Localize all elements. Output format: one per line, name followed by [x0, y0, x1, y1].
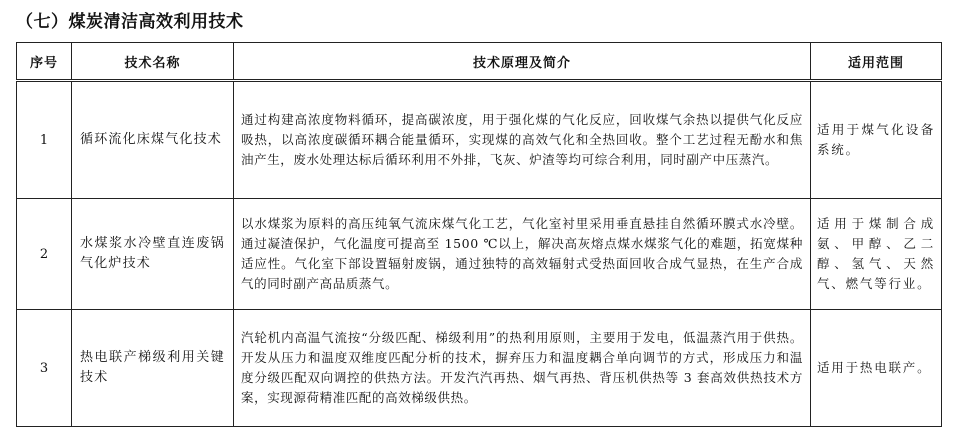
row-name: 循环流化床煤气化技术	[72, 81, 234, 199]
header-name: 技术名称	[72, 43, 234, 81]
row-desc: 汽轮机内高温气流按“分级匹配、梯级利用”的热利用原则，主要用于发电，低温蒸汽用于供热。开发从压力和温度双维度匹配分析的技术，摒弃压力和温度耦合单向调节的方式，形成压力和温度分级匹配双向调控的供热方法。开发汽汽再热、烟气再热、背压机供热等 3 套高效供热技术方案，实现源荷精准匹配的高效梯级供热。	[234, 310, 811, 427]
row-num: 3	[17, 310, 72, 427]
table-header-row	[17, 43, 942, 81]
header-scope: 适用范围	[811, 43, 942, 81]
row-name: 水煤浆水冷壁直连废锅气化炉技术	[72, 199, 234, 310]
row-desc: 以水煤浆为原料的高压纯氧气流床煤气化工艺，气化室衬里采用垂直悬挂自然循环膜式水冷壁。通过凝渣保护，气化温度可提高至 1500 ℃以上，解决高灰熔点煤水煤浆气化的难题，拓宽煤种适应性。气化室下部设置辐射废锅，通过独特的高效辐射式受热面回收合成气显热，在生产合成气的同时副产高品质蒸气。	[234, 199, 811, 310]
row-num: 1	[17, 81, 72, 199]
section-title: （七）煤炭清洁高效利用技术	[16, 12, 244, 32]
table-row	[17, 199, 942, 310]
table-row	[17, 310, 942, 427]
row-desc: 通过构建高浓度物料循环，提高碳浓度，用于强化煤的气化反应，回收煤气余热以提供气化反应吸热，以高浓度碳循环耦合能量循环，实现煤的高效气化和全热回收。整个工艺过程无酚水和焦油产生，废水处理达标后循环利用不外排，飞灰、炉渣等均可综合利用，同时副产中压蒸汽。	[234, 81, 811, 199]
row-scope: 适用于煤制合成氨、甲醇、乙二醇、氢气、天然气、燃气等行业。	[811, 199, 942, 310]
technology-table	[16, 42, 942, 427]
row-scope: 适用于煤气化设备系统。	[811, 81, 942, 199]
row-scope: 适用于热电联产。	[811, 310, 942, 427]
table-row	[17, 81, 942, 199]
row-num: 2	[17, 199, 72, 310]
row-name: 热电联产梯级利用关键技术	[72, 310, 234, 427]
header-num: 序号	[17, 43, 72, 81]
header-desc: 技术原理及简介	[234, 43, 811, 81]
